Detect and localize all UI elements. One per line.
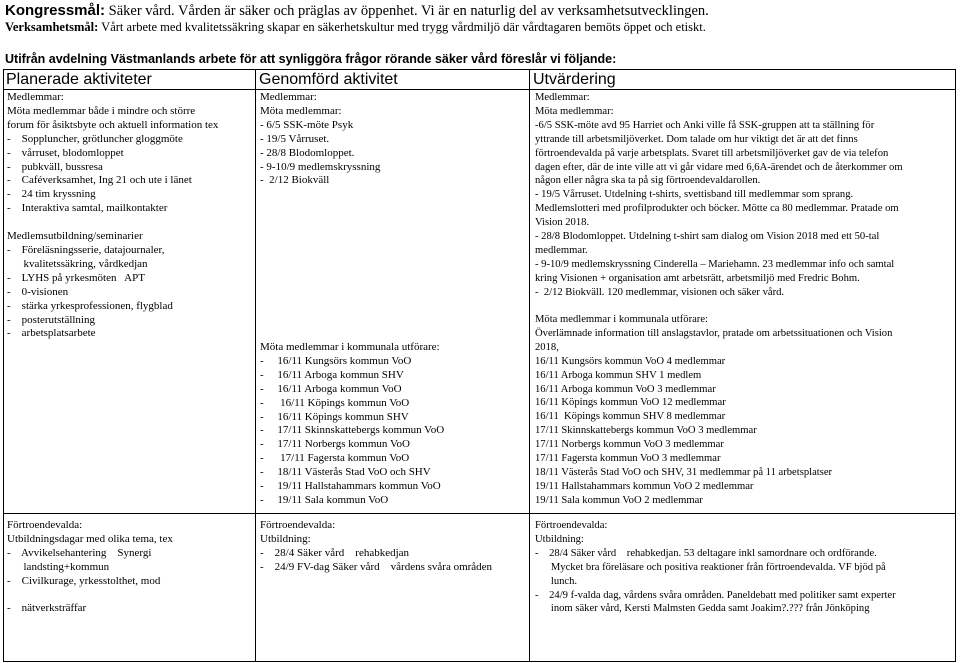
cell-line: - 16/11 Köpings kommun VoO bbox=[260, 396, 410, 409]
cell-line: - 19/5 Vårruset. Utdelning t-shirts, svettisband till medlemmar som sprang. bbox=[535, 189, 854, 201]
table-col-divider-1 bbox=[255, 69, 256, 662]
cell-line: 19/11 Sala kommun VoO 2 medlemmar bbox=[535, 494, 703, 506]
cell-line: 16/11 Köpings kommun SHV 8 medlemmar bbox=[535, 411, 726, 423]
business-goal-text: Vårt arbete med kvalitetssäkring skapar en säkerhetskultur med trygg vårdmiljö där vårdtagaren bemöts öppet och etiskt. bbox=[98, 20, 706, 34]
business-goal bbox=[5, 20, 955, 35]
cell-line: - 24/9 f-valda dag, vårdens svåra områden. Paneldebatt med politiker samt experter bbox=[535, 589, 896, 601]
cell-line: Vision 2018. bbox=[535, 217, 590, 229]
cell-line: 17/11 Norbergs kommun VoO 3 medlemmar bbox=[535, 439, 724, 451]
table-row-divider bbox=[3, 513, 956, 514]
cell-line: Medlemsutbildning/seminarier bbox=[7, 230, 143, 243]
cell-line: 16/11 Kungsörs kommun VoO 4 medlemmar bbox=[535, 355, 726, 367]
cell-line: - 19/5 Vårruset. bbox=[260, 132, 330, 145]
cell-line: - 6/5 SSK-möte Psyk bbox=[260, 118, 354, 131]
cell-line: 16/11 Arboga kommun VoO 3 medlemmar bbox=[535, 383, 716, 395]
table-col-divider-2 bbox=[529, 69, 530, 662]
cell-line: - 17/11 Skinnskattebergs kommun VoO bbox=[260, 424, 445, 437]
cell-line: - 28/8 Blodomloppet. Utdelning t-shirt sam dialog om Vision 2018 med ett 50-tal bbox=[535, 231, 880, 243]
cell-line: - Sopplunch​er, grötluncher gloggmöte bbox=[7, 132, 183, 145]
cell-line: - 18/11 Västerås Stad VoO och SHV bbox=[260, 466, 431, 479]
document-header bbox=[5, 2, 955, 35]
cell-line: Medlemslotteri med profilprodukter och böcker. Mötte ca 80 medlemmar. Pratade om bbox=[535, 203, 899, 215]
cell-line: - 28/4 Säker vård rehabkedjan. 53 deltagare inkl samordnare och ordförande. bbox=[535, 547, 877, 559]
column-header-planned: Planerade aktiviteter bbox=[6, 71, 152, 88]
cell-line: - Caféverksamhet, Ing 21 och ute i länet bbox=[7, 174, 192, 187]
cell-line: kvalitetssäkring, vårdkedjan bbox=[7, 257, 148, 270]
cell-line: Medlemmar: bbox=[260, 91, 317, 103]
cell-line: - Avvikelsehantering Synergi bbox=[7, 546, 152, 559]
cell-line: - Föreläsningsserie, datajournaler, bbox=[7, 243, 165, 256]
cell-done-representatives bbox=[260, 519, 492, 575]
cell-line: - pubkväll, bussresa bbox=[7, 160, 103, 173]
cell-line: Förtroendevalda: bbox=[7, 519, 83, 531]
cell-planned-members bbox=[7, 91, 218, 341]
cell-line: lunch. bbox=[535, 575, 578, 587]
cell-line: 19/11 Hallstahammars kommun VoO 2 medlemmar bbox=[535, 480, 754, 492]
cell-line: Överlämnade information till anslagstavlor, pratade om arbetssituationen och Vision bbox=[535, 327, 893, 339]
cell-line: Medlemmar: bbox=[7, 91, 64, 103]
cell-line: Möta medlemmar i kommunala utförare: bbox=[260, 341, 440, 353]
cell-line: Medlemmar: bbox=[535, 92, 590, 103]
cell-line: - Civilkurage, yrkesstolthet, mod bbox=[7, 574, 161, 587]
cell-line: Förtroendevalda: bbox=[260, 519, 336, 531]
cell-line: 17/11 Fagersta kommun VoO 3 medlemmar bbox=[535, 453, 721, 465]
cell-line: - 19/11 Sala kommun VoO bbox=[260, 493, 389, 506]
table-border-left bbox=[3, 69, 4, 662]
cell-line: - 9-10/9 medlemskryssning bbox=[260, 160, 381, 173]
cell-line: Utbildningsdagar med olika tema, tex bbox=[7, 532, 173, 545]
cell-line: - 24/9 FV-dag Säker vård vårdens svåra områden bbox=[260, 560, 493, 573]
cell-line: Möta medlemmar i kommunala utförare: bbox=[535, 314, 708, 325]
intro-text: Utifrån avdelning Västmanlands arbete för att synliggöra frågor rörande säker vård föreslår vi följande: bbox=[5, 52, 617, 66]
cell-line: - 9-10/9 medlemskryssning Cinderella – Mariehamn. 23 medlemmar info och samtal bbox=[535, 258, 895, 270]
cell-line: - 16/11 Arboga kommun VoO bbox=[260, 382, 402, 395]
cell-line: - arbetsplatsarbete bbox=[7, 327, 96, 340]
cell-line: -6/5 SSK-möte avd 95 Harriet och Anki ville få SSK-gruppen att ta ställning för bbox=[535, 119, 875, 131]
cell-line: yttrande till arbetsmiljöverket. Dom talade om hur viktigt det är att det finns bbox=[535, 133, 858, 145]
cell-line: - Interaktiva samtal, mailkontakter bbox=[7, 202, 168, 215]
cell-line: - LYHS på yrkesmöten APT bbox=[7, 271, 145, 284]
table-border-right bbox=[955, 69, 956, 662]
cell-line: - posterutställning bbox=[7, 313, 95, 326]
cell-evaluation-municipal bbox=[535, 313, 892, 508]
cell-line: - 16/11 Köpings kommun SHV bbox=[260, 410, 409, 423]
cell-line: - 16/11 Arboga kommun SHV bbox=[260, 368, 404, 381]
cell-line: - 2/12 Biokväll bbox=[260, 174, 330, 187]
cell-line: 16/11 Arboga kommun SHV 1 medlem bbox=[535, 369, 702, 381]
table-header-divider bbox=[3, 89, 956, 90]
cell-line: 17/11 Skinnskattebergs kommun VoO 3 medlemmar bbox=[535, 425, 757, 437]
cell-line: - 24 tim kryssning bbox=[7, 188, 96, 201]
cell-line: - 28/4 Säker vård rehabkedjan bbox=[260, 546, 410, 559]
cell-line: kring Visionen + organisation amt arbetsrätt, arbetsmiljö med Fredric Bohm. bbox=[535, 272, 860, 284]
column-header-evaluation: Utvärdering bbox=[533, 71, 616, 88]
cell-line: - 17/11 Norbergs kommun VoO bbox=[260, 438, 410, 451]
cell-line: - 28/8 Blodomloppet. bbox=[260, 146, 355, 159]
congress-goal bbox=[5, 2, 955, 20]
cell-planned-representatives bbox=[7, 519, 173, 616]
cell-line: Förtroendevalda: bbox=[535, 520, 608, 531]
cell-line: - vårruset, blodomloppet bbox=[7, 146, 124, 159]
business-goal-label: Verksamhetsmål: bbox=[5, 20, 99, 34]
cell-line: förtroendevalda på varje arbetsplats. Svaret till arbetsmiljöverket gav de via telefon bbox=[535, 147, 889, 159]
cell-line: - 19/11 Hallstahammars kommun VoO bbox=[260, 480, 441, 493]
cell-line: landsting+kommun bbox=[7, 560, 110, 573]
cell-line: medlemmar. bbox=[535, 244, 588, 256]
cell-line: - nätverksträffar bbox=[7, 602, 87, 615]
table-border-bottom bbox=[3, 661, 956, 662]
cell-line: 16/11 Köpings kommun VoO 12 medlemmar bbox=[535, 397, 726, 409]
cell-evaluation-representatives bbox=[535, 519, 896, 616]
cell-line: Möta medlemmar både i mindre och större bbox=[7, 104, 196, 117]
cell-line: - 2/12 Biokväll. 120 medlemmar, visionen och säker vård. bbox=[535, 286, 785, 298]
cell-line: - stärka yrkesprofessionen, flygblad bbox=[7, 299, 173, 312]
congress-goal-text: Säker vård. Vården är säker och präglas av öppenhet. Vi är en naturlig del av verksamhetsutvecklingen. bbox=[105, 3, 709, 19]
cell-evaluation-members bbox=[535, 91, 903, 300]
column-header-done: Genomförd aktivitet bbox=[259, 71, 398, 88]
cell-line: Utbildning: bbox=[260, 532, 311, 545]
cell-line: Möta medlemmar: bbox=[260, 104, 342, 117]
cell-line: 2018, bbox=[535, 341, 559, 353]
cell-line: forum för åsiktsbyte och aktuell information tex bbox=[7, 118, 219, 131]
cell-line: inom säker vård, Kersti Malmsten Gedda samt Joakim?.??? från Jönköping bbox=[535, 603, 870, 615]
cell-line: dagen efter, där de inte ville att vi går vidare med 6,6A-ärendet och de återkommer om bbox=[535, 161, 903, 173]
cell-done-members bbox=[260, 91, 380, 188]
congress-goal-label: Kongressmål: bbox=[5, 2, 106, 19]
cell-done-municipal bbox=[260, 341, 444, 508]
cell-line: 18/11 Västerås Stad VoO och SHV, 31 medlemmar på 11 arbetsplatser bbox=[535, 466, 833, 478]
cell-line: någon eller några ska ta på sig förtroendevaldarollen. bbox=[535, 175, 761, 187]
cell-line bbox=[7, 216, 218, 230]
cell-line: - 0-visionen bbox=[7, 285, 69, 298]
cell-line: Möta medlemmar: bbox=[535, 105, 614, 117]
cell-line: Utbildning: bbox=[535, 533, 584, 545]
cell-line: - 17/11 Fagersta kommun VoO bbox=[260, 452, 410, 465]
cell-line: - 16/11 Kungsörs kommun VoO bbox=[260, 354, 412, 367]
cell-line: Mycket bra föreläsare och positiva reaktioner från förtroendevalda. VF bjöd på bbox=[535, 561, 886, 573]
cell-line bbox=[7, 589, 173, 603]
